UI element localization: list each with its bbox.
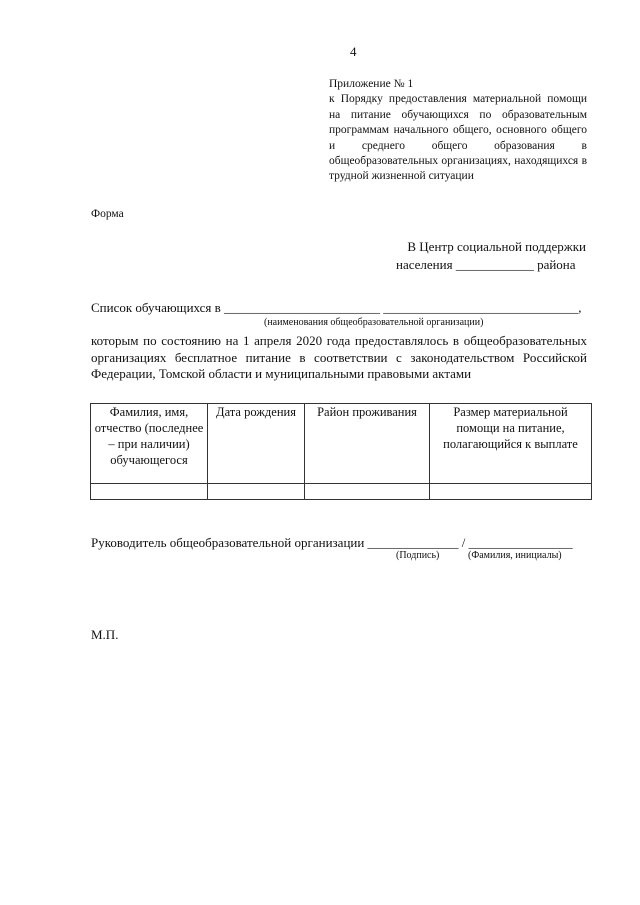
- table-cell: [91, 484, 208, 500]
- recipient-line-1: В Центр социальной поддержки: [407, 239, 586, 254]
- table-row: [91, 484, 592, 500]
- table-cell: [208, 484, 305, 500]
- recipient-block: [396, 238, 586, 274]
- header-full-name: Фамилия, имя, отчество (последнее – при наличии) обучающегося: [91, 404, 208, 484]
- signature-caption: (Подпись): [396, 550, 440, 561]
- table-cell: [430, 484, 592, 500]
- appendix-title: Приложение № 1: [329, 78, 414, 90]
- header-district: Район проживания: [305, 404, 430, 484]
- recipient-line-2: населения ____________ района: [396, 257, 576, 272]
- list-title-block: [91, 299, 588, 317]
- header-birth-date: Дата рождения: [208, 404, 305, 484]
- table-cell: [305, 484, 430, 500]
- header-aid-amount: Размер материальной помощи на питание, полагающийся к выплате: [430, 404, 592, 484]
- students-table: [90, 403, 592, 500]
- page-number: 4: [350, 44, 357, 59]
- table-header-row: [91, 404, 592, 484]
- appendix-block: [329, 77, 587, 185]
- appendix-text: к Порядку предоставления материальной помощи на питание обучающихся по образовательным программам начального общего, основного общего и среднего общего образования в общеобразовательных организациях, находящихся в трудной жизненной ситуации: [329, 93, 587, 183]
- stamp-place: М.П.: [91, 627, 119, 642]
- list-title: Список обучающихся в ________________________ ______________________________,: [91, 300, 582, 315]
- signature-line: Руководитель общеобразовательной организации ______________ / ________________: [91, 535, 573, 550]
- org-caption: (наименования общеобразовательной организации): [264, 317, 484, 328]
- name-caption: (Фамилия, инициалы): [468, 550, 562, 561]
- form-label: Форма: [91, 208, 124, 220]
- list-description: которым по состоянию на 1 апреля 2020 года предоставлялось в общеобразовательных организациях бесплатное питание в соответствии с законодательством Российской Федерации, Томской области и муниципальными правовыми актами: [91, 333, 587, 382]
